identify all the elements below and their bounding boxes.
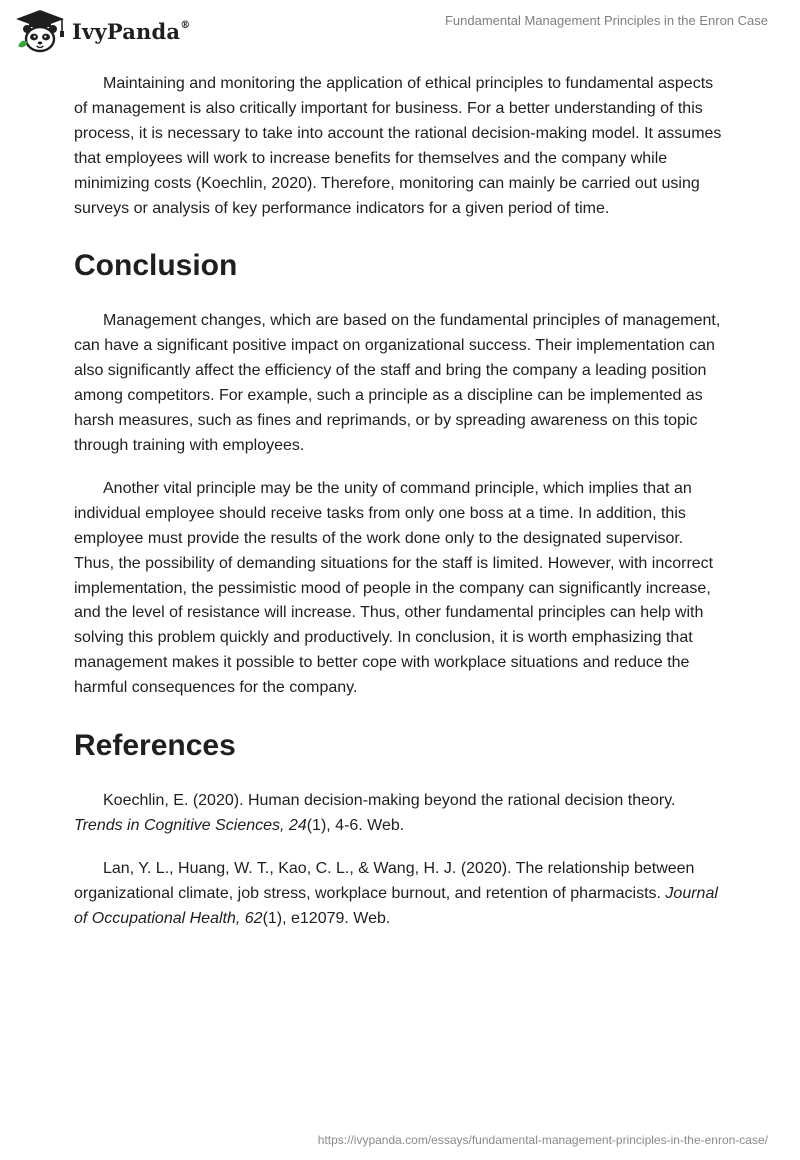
page-header <box>0 0 800 60</box>
reference-entry: Koechlin, E. (2020). Human decision-making beyond the rational decision theory. Trends in Cognitive Sciences, 24(1), 4-6. Web. <box>74 792 676 834</box>
ivypanda-logo[interactable] <box>14 8 190 54</box>
essay-content <box>74 72 724 950</box>
reference-entry: Lan, Y. L., Huang, W. T., Kao, C. L., & Wang, H. J. (2020). The relationship between organizational climate, job stress, workplace burnout, and retention of pharmacists. Journal of Occupational Health, 62(1), e12079. Web. <box>74 859 718 927</box>
conclusion-paragraph: Management changes, which are based on the fundamental principles of management, can have a significant positive impact on organizational success. Their implementation can also significantly affect the efficiency of the staff and bring the company a leading position among competitors. For example, such a principle as a discipline can be implemented as harsh measures, such as fines and reprimands, or by spreading awareness on this topic through training with employees. <box>74 312 721 454</box>
references-heading: References <box>74 729 236 763</box>
conclusion-paragraph: Another vital principle may be the unity of command principle, which implies that an individual employee should receive tasks from only one boss at a time. In addition, this employee must provide the results of the work done only to the designated supervisor. Thus, the possibility of demanding situations for the staff is limited. However, with incorrect implementation, the pessimistic mood of people in the company can significantly increase, and the level of resistance will increase. Thus, other fundamental principles can help with solving this problem quickly and productively. In conclusion, it is worth emphasizing that management makes it possible to better cope with workplace situations and reduce the harmful consequences for the company. <box>74 479 714 697</box>
panda-graduate-icon <box>14 8 66 54</box>
brand-name: IvyPanda® <box>72 18 191 44</box>
document-title: Fundamental Management Principles in the Enron Case <box>444 13 768 28</box>
source-url-link[interactable]: https://ivypanda.com/essays/fundamental-management-principles-in-the-enron-case/ <box>317 1133 768 1147</box>
conclusion-heading: Conclusion <box>74 249 238 283</box>
intro-paragraph: Maintaining and monitoring the application of ethical principles to fundamental aspects of management is also critically important for business. For a better understanding of this process, it is necessary to take into account the rational decision-making model. It assumes that employees will work to increase benefits for themselves and the company while minimizing costs (Koechlin, 2020). Therefore, monitoring can mainly be carried out using surveys or analysis of key performance indicators for a given period of time. <box>74 75 722 217</box>
